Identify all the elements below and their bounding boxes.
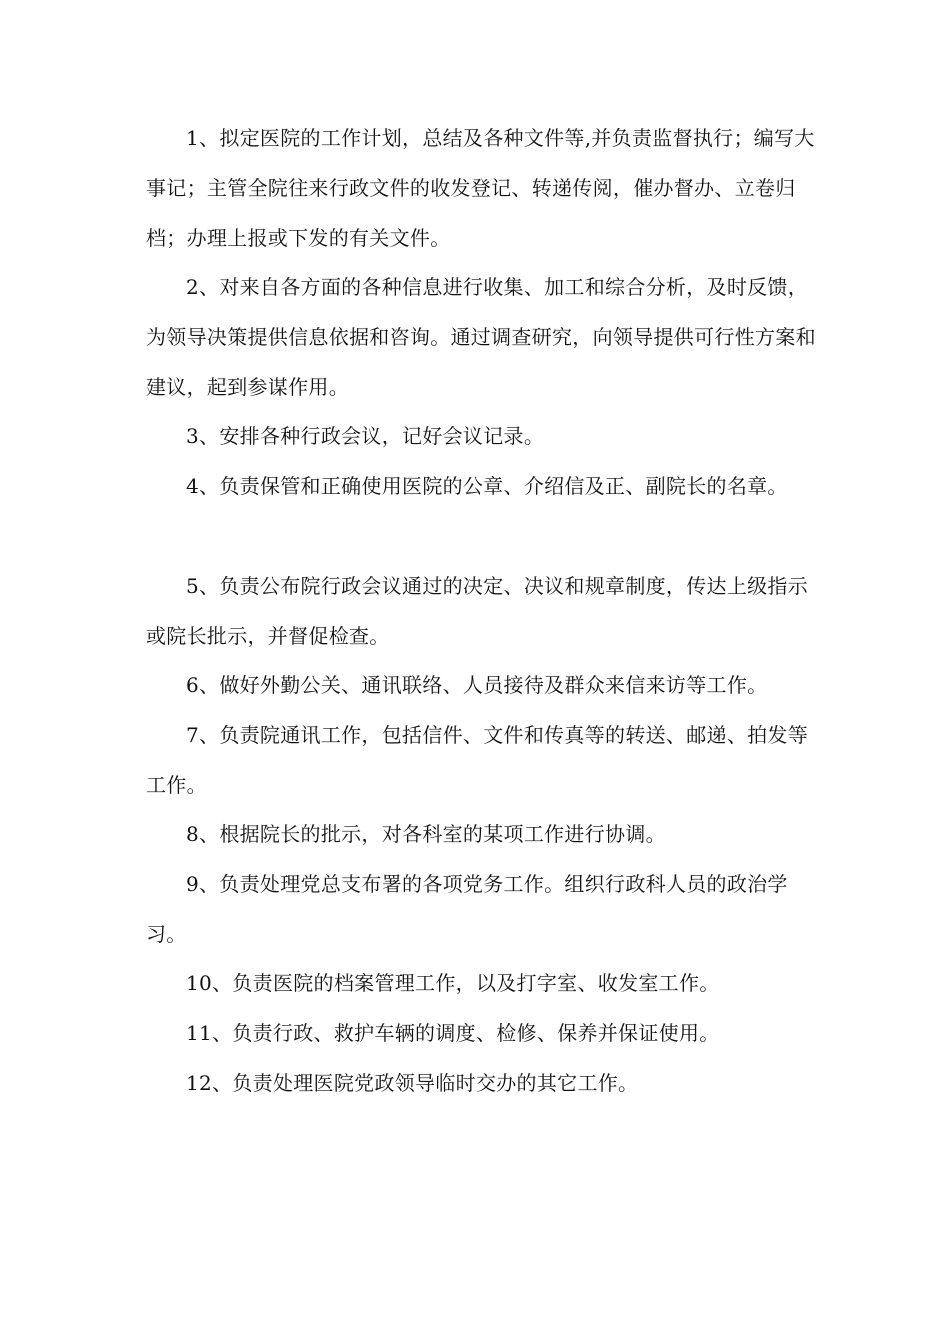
paragraph-9: 9、负责处理党总支布署的各项党务工作。组织行政科人员的政治学习。: [146, 872, 788, 946]
paragraph-4: 4、负责保管和正确使用医院的公章、介绍信及正、副院长的名章。: [186, 474, 788, 498]
paragraph-12: 12、负责处理医院党政领导临时交办的其它工作。: [186, 1071, 639, 1095]
paragraph-10: 10、负责医院的档案管理工作，以及打字室、收发室工作。: [186, 971, 720, 995]
paragraph-8: 8、根据院长的批示，对各科室的某项工作进行协调。: [186, 822, 666, 846]
paragraph-2: 2、对来自各方面的各种信息进行收集、加工和综合分析，及时反馈，为领导决策提供信息依据和咨询。通过调查研究，向领导提供可行性方案和建议，起到参谋作用。: [146, 275, 816, 399]
paragraph-6: 6、做好外勤公关、通讯联络、人员接待及群众来信来访等工作。: [186, 673, 768, 697]
paragraph-11: 11、负责行政、救护车辆的调度、检修、保养并保证使用。: [186, 1021, 720, 1045]
paragraph-3: 3、安排各种行政会议，记好会议记录。: [186, 424, 545, 448]
paragraph-1: 1、拟定医院的工作计划，总结及各种文件等,并负责监督执行；编写大事记；主管全院往来行政文件的收发登记、转递传阅，催办督办、立卷归档；办理上报或下发的有关文件。: [146, 126, 815, 250]
paragraph-7: 7、负责院通讯工作，包括信件、文件和传真等的转送、邮递、拍发等工作。: [146, 723, 809, 797]
paragraph-5: 5、负责公布院行政会议通过的决定、决议和规章制度，传达上级指示或院长批示，并督促检查。: [146, 574, 809, 648]
